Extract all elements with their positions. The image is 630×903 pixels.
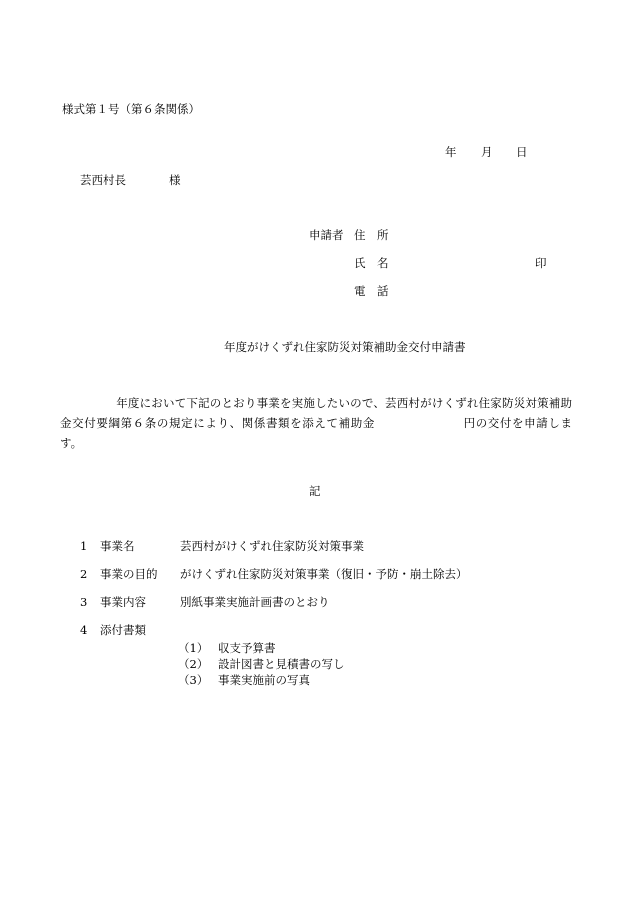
body-paragraph [60, 393, 572, 453]
item-label: 事業内容 [100, 595, 146, 609]
item-value: がけくずれ住家防災対策事業（復旧・予防・崩土除去） [180, 567, 468, 581]
addressee-name: 芸西村長 [80, 173, 126, 187]
date-year-label: 年 [445, 145, 457, 159]
body-text-part1: 年度において下記のとおり事業を実施したいので、芸西村がけくずれ住家防災対策補助金交付要綱第６条の規定により、関係書類を添えて補助金 [60, 396, 572, 430]
item-value: 別紙事業実施計画書のとおり [180, 595, 330, 609]
applicant-address-label: 住 所 [354, 228, 389, 242]
document-title: 年度がけくずれ住家防災対策補助金交付申請書 [224, 340, 466, 354]
item-label: 事業名 [100, 539, 135, 553]
ki-heading: 記 [309, 484, 321, 498]
attachment-number: （1） [178, 641, 209, 655]
applicant-label: 申請者 [309, 228, 344, 242]
item-number: 4 [80, 623, 88, 637]
attachment-text: 設計図書と見積書の写し [218, 657, 345, 671]
attachment-text: 事業実施前の写真 [218, 673, 310, 687]
applicant-name-label: 氏 名 [354, 256, 389, 270]
attachment-number: （2） [178, 657, 209, 671]
item-number: 1 [80, 539, 88, 553]
item-label: 事業の目的 [100, 567, 158, 581]
item-value: 芸西村がけくずれ住家防災対策事業 [180, 539, 364, 553]
item-label: 添付書類 [100, 623, 146, 637]
addressee-suffix: 様 [169, 173, 181, 187]
date-day-label: 日 [516, 145, 528, 159]
attachment-number: （3） [178, 673, 209, 687]
attachment-text: 収支予算書 [218, 641, 276, 655]
item-number: 2 [80, 567, 88, 581]
item-number: 3 [80, 595, 88, 609]
applicant-phone-label: 電 話 [354, 284, 389, 298]
form-number: 様式第１号（第６条関係） [62, 102, 200, 116]
date-month-label: 月 [481, 145, 493, 159]
seal-mark: 印 [535, 256, 547, 270]
body-text-part2: 円の交付を申請します。 [60, 416, 572, 450]
